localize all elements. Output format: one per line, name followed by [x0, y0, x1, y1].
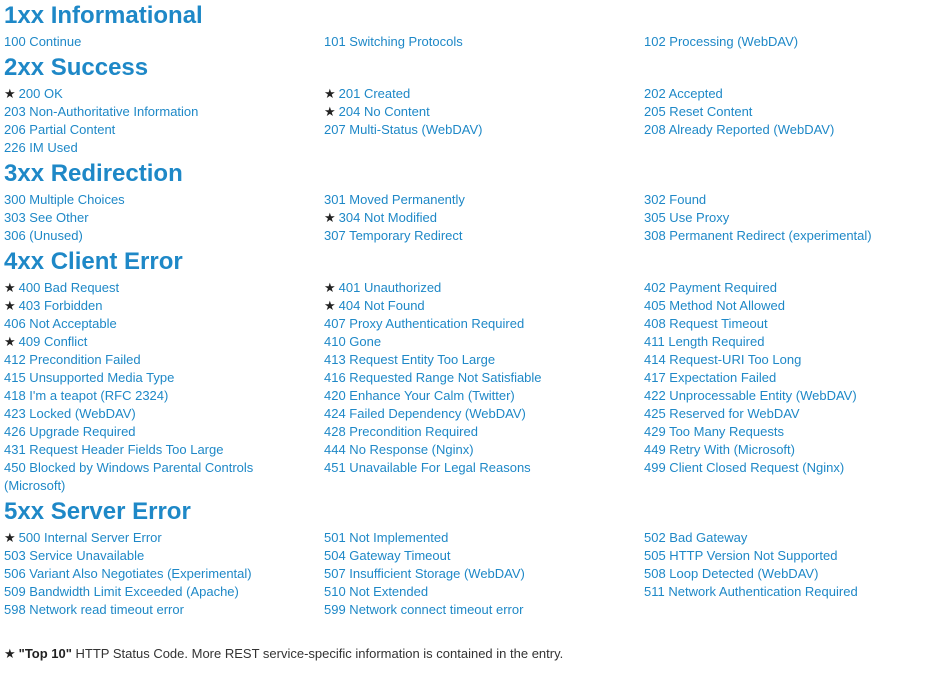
- status-link-416[interactable]: 416 Requested Range Not Satisfiable: [324, 370, 542, 385]
- status-groups: [4, 2, 939, 619]
- status-link-444[interactable]: 444 No Response (Nginx): [324, 442, 474, 457]
- status-item-205: [644, 103, 939, 121]
- status-item-450: [4, 459, 294, 495]
- status-link-205[interactable]: 205 Reset Content: [644, 104, 753, 119]
- status-code-list: [4, 85, 939, 157]
- status-link-304[interactable]: 304 Not Modified: [338, 210, 437, 225]
- status-link-599[interactable]: 599 Network connect timeout error: [324, 602, 524, 617]
- status-link-200[interactable]: 200 OK: [18, 86, 63, 101]
- status-item-414: [644, 351, 939, 369]
- status-link-402[interactable]: 402 Payment Required: [644, 280, 777, 295]
- status-item-502: [644, 529, 939, 547]
- status-link-400[interactable]: 400 Bad Request: [18, 280, 120, 295]
- status-item-303: [4, 209, 324, 227]
- status-link-101[interactable]: 101 Switching Protocols: [324, 34, 463, 49]
- status-item-308: [644, 227, 939, 245]
- status-code-list: [4, 33, 939, 51]
- status-link-431[interactable]: 431 Request Header Fields Too Large: [4, 442, 224, 457]
- status-item-207: [324, 121, 644, 139]
- status-link-201[interactable]: 201 Created: [338, 86, 411, 101]
- status-link-303[interactable]: 303 See Other: [4, 210, 89, 225]
- group-title-5xx: 5xx Server Error: [4, 498, 191, 525]
- status-item-424: [324, 405, 644, 423]
- status-item-202: [644, 85, 939, 103]
- status-link-506[interactable]: 506 Variant Also Negotiates (Experimental): [4, 566, 252, 581]
- star-icon: ★: [4, 334, 16, 349]
- status-item-409: [4, 333, 324, 351]
- status-link-411[interactable]: 411 Length Required: [644, 334, 765, 349]
- status-link-308[interactable]: 308 Permanent Redirect (experimental): [644, 228, 872, 243]
- status-item-511: [644, 583, 939, 601]
- status-item-429: [644, 423, 939, 441]
- status-item-102: [644, 33, 939, 51]
- status-item-508: [644, 565, 939, 583]
- status-link-420[interactable]: 420 Enhance Your Calm (Twitter): [324, 388, 515, 403]
- status-item-417: [644, 369, 939, 387]
- status-link-401[interactable]: 401 Unauthorized: [338, 280, 442, 295]
- status-item-418: [4, 387, 324, 405]
- status-link-207[interactable]: 207 Multi-Status (WebDAV): [324, 122, 483, 137]
- status-item-302: [644, 191, 939, 209]
- status-link-403[interactable]: 403 Forbidden: [18, 298, 103, 313]
- status-link-425[interactable]: 425 Reserved for WebDAV: [644, 406, 800, 421]
- status-link-501[interactable]: 501 Not Implemented: [324, 530, 449, 545]
- status-link-504[interactable]: 504 Gateway Timeout: [324, 548, 451, 563]
- status-item-408: [644, 315, 939, 333]
- status-item-304: [324, 209, 644, 227]
- star-icon: ★: [4, 280, 16, 295]
- status-item-503: [4, 547, 324, 565]
- status-item-505: [644, 547, 939, 565]
- status-item-200: [4, 85, 324, 103]
- status-item-403: [4, 297, 324, 315]
- status-code-list: [4, 279, 939, 495]
- status-item-404: [324, 297, 644, 315]
- status-link-499[interactable]: 499 Client Closed Request (Nginx): [644, 460, 845, 475]
- status-link-208[interactable]: 208 Already Reported (WebDAV): [644, 122, 835, 137]
- star-icon: ★: [324, 280, 336, 295]
- status-link-404[interactable]: 404 Not Found: [338, 298, 425, 313]
- group-title-1xx: 1xx Informational: [4, 2, 203, 29]
- status-item-444: [324, 441, 644, 459]
- status-link-415[interactable]: 415 Unsupported Media Type: [4, 370, 175, 385]
- status-link-508[interactable]: 508 Loop Detected (WebDAV): [644, 566, 819, 581]
- status-item-301: [324, 191, 644, 209]
- status-item-423: [4, 405, 324, 423]
- status-link-305[interactable]: 305 Use Proxy: [644, 210, 730, 225]
- status-link-507[interactable]: 507 Insufficient Storage (WebDAV): [324, 566, 525, 581]
- status-item-426: [4, 423, 324, 441]
- status-item-400: [4, 279, 324, 297]
- star-icon: ★: [4, 646, 16, 661]
- status-link-424[interactable]: 424 Failed Dependency (WebDAV): [324, 406, 526, 421]
- status-item-599: [324, 601, 644, 619]
- status-link-423[interactable]: 423 Locked (WebDAV): [4, 406, 136, 421]
- status-item-431: [4, 441, 324, 459]
- status-item-201: [324, 85, 644, 103]
- status-link-450[interactable]: 450 Blocked by Windows Parental Controls (Microsoft): [4, 460, 254, 493]
- status-link-414[interactable]: 414 Request-URI Too Long: [644, 352, 802, 367]
- status-link-510[interactable]: 510 Not Extended: [324, 584, 429, 599]
- status-item-507: [324, 565, 644, 583]
- status-link-306[interactable]: 306 (Unused): [4, 228, 83, 243]
- star-icon: ★: [324, 210, 336, 225]
- status-link-102[interactable]: 102 Processing (WebDAV): [644, 34, 799, 49]
- status-link-422[interactable]: 422 Unprocessable Entity (WebDAV): [644, 388, 857, 403]
- status-item-101: [324, 33, 644, 51]
- status-item-402: [644, 279, 939, 297]
- group-title-2xx: 2xx Success: [4, 54, 149, 81]
- status-link-511[interactable]: 511 Network Authentication Required: [644, 584, 858, 599]
- status-link-406[interactable]: 406 Not Acceptable: [4, 316, 117, 331]
- star-icon: ★: [324, 86, 336, 101]
- status-link-409[interactable]: 409 Conflict: [18, 334, 88, 349]
- status-item-451: [324, 459, 644, 477]
- status-item-406: [4, 315, 324, 333]
- status-link-300[interactable]: 300 Multiple Choices: [4, 192, 125, 207]
- status-link-204[interactable]: 204 No Content: [338, 104, 430, 119]
- status-item-598: [4, 601, 324, 619]
- status-item-422: [644, 387, 939, 405]
- status-link-206[interactable]: 206 Partial Content: [4, 122, 116, 137]
- status-item-206: [4, 121, 324, 139]
- status-item-305: [644, 209, 939, 227]
- status-item-415: [4, 369, 324, 387]
- status-item-100: [4, 33, 324, 51]
- status-item-208: [644, 121, 939, 139]
- status-item-499: [644, 459, 939, 477]
- status-link-417[interactable]: 417 Expectation Failed: [644, 370, 777, 385]
- status-link-449[interactable]: 449 Retry With (Microsoft): [644, 442, 795, 457]
- star-icon: ★: [4, 530, 16, 545]
- top10-footnote: [4, 645, 563, 663]
- star-icon: ★: [4, 86, 16, 101]
- status-item-412: [4, 351, 324, 369]
- status-item-510: [324, 583, 644, 601]
- status-link-408[interactable]: 408 Request Timeout: [644, 316, 768, 331]
- status-link-502[interactable]: 502 Bad Gateway: [644, 530, 748, 545]
- status-link-451[interactable]: 451 Unavailable For Legal Reasons: [324, 460, 531, 475]
- status-item-425: [644, 405, 939, 423]
- status-link-302[interactable]: 302 Found: [644, 192, 707, 207]
- status-item-411: [644, 333, 939, 351]
- status-code-page: [4, 2, 939, 622]
- status-item-203: [4, 103, 324, 121]
- status-link-413[interactable]: 413 Request Entity Too Large: [324, 352, 496, 367]
- status-link-202[interactable]: 202 Accepted: [644, 86, 723, 101]
- status-item-504: [324, 547, 644, 565]
- status-item-410: [324, 333, 644, 351]
- status-item-420: [324, 387, 644, 405]
- status-link-509[interactable]: 509 Bandwidth Limit Exceeded (Apache): [4, 584, 239, 599]
- group-title-3xx: 3xx Redirection: [4, 160, 183, 187]
- status-link-407[interactable]: 407 Proxy Authentication Required: [324, 316, 525, 331]
- status-item-416: [324, 369, 644, 387]
- status-link-428[interactable]: 428 Precondition Required: [324, 424, 478, 439]
- status-link-418[interactable]: 418 I'm a teapot (RFC 2324): [4, 388, 169, 403]
- status-link-226[interactable]: 226 IM Used: [4, 140, 78, 155]
- status-link-503[interactable]: 503 Service Unavailable: [4, 548, 145, 563]
- status-code-list: [4, 191, 939, 245]
- status-item-306: [4, 227, 324, 245]
- top10-emphasis: "Top 10": [18, 646, 72, 661]
- status-item-413: [324, 351, 644, 369]
- status-code-list: [4, 529, 939, 619]
- status-item-506: [4, 565, 324, 583]
- status-link-410[interactable]: 410 Gone: [324, 334, 382, 349]
- status-item-501: [324, 529, 644, 547]
- status-item-300: [4, 191, 324, 209]
- status-link-307[interactable]: 307 Temporary Redirect: [324, 228, 463, 243]
- status-link-301[interactable]: 301 Moved Permanently: [324, 192, 465, 207]
- status-item-500: [4, 529, 324, 547]
- status-item-226: [4, 139, 324, 157]
- status-link-405[interactable]: 405 Method Not Allowed: [644, 298, 785, 313]
- status-link-505[interactable]: 505 HTTP Version Not Supported: [644, 548, 838, 563]
- status-link-100[interactable]: 100 Continue: [4, 34, 82, 49]
- footnote-text: HTTP Status Code. More REST service-specific information is contained in the entry.: [71, 646, 564, 661]
- status-item-449: [644, 441, 939, 459]
- status-link-500[interactable]: 500 Internal Server Error: [18, 530, 162, 545]
- star-icon: ★: [324, 104, 336, 119]
- status-link-426[interactable]: 426 Upgrade Required: [4, 424, 136, 439]
- status-link-412[interactable]: 412 Precondition Failed: [4, 352, 141, 367]
- status-link-203[interactable]: 203 Non-Authoritative Information: [4, 104, 199, 119]
- group-title-4xx: 4xx Client Error: [4, 248, 183, 275]
- status-item-428: [324, 423, 644, 441]
- status-item-405: [644, 297, 939, 315]
- star-icon: ★: [4, 298, 16, 313]
- status-link-598[interactable]: 598 Network read timeout error: [4, 602, 184, 617]
- status-item-509: [4, 583, 324, 601]
- status-item-307: [324, 227, 644, 245]
- status-link-429[interactable]: 429 Too Many Requests: [644, 424, 784, 439]
- status-item-204: [324, 103, 644, 121]
- star-icon: ★: [324, 298, 336, 313]
- status-item-407: [324, 315, 644, 333]
- status-item-401: [324, 279, 644, 297]
